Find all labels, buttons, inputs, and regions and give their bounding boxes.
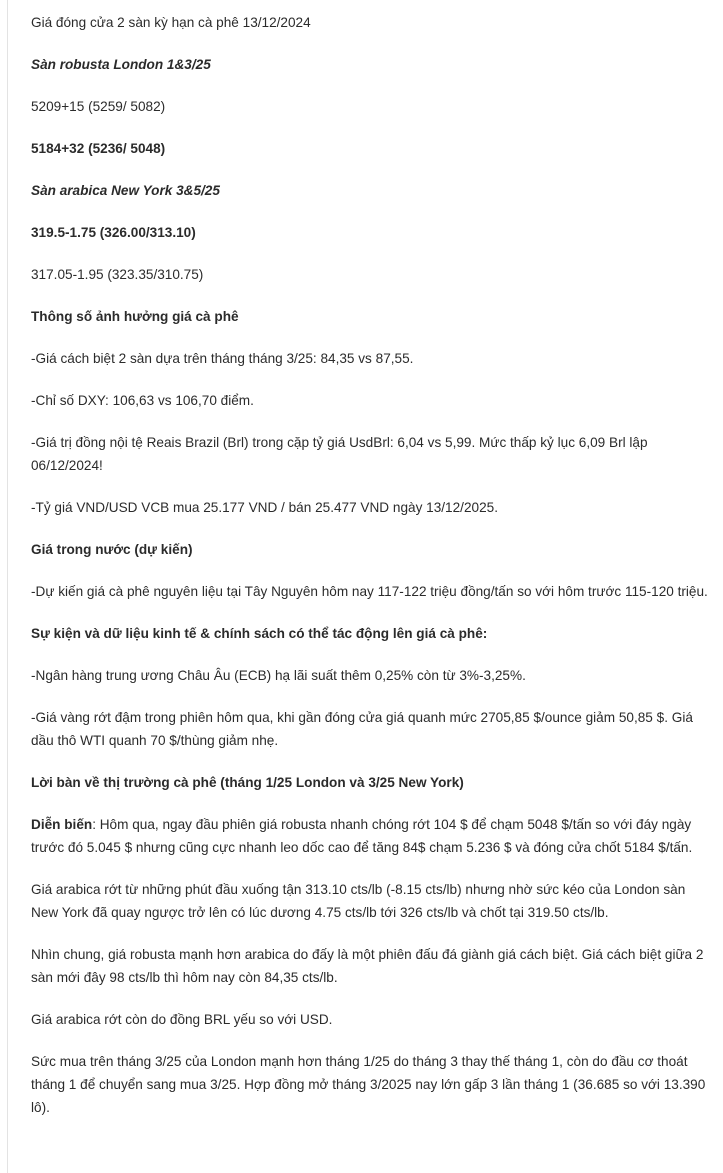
commentary-heading: Lời bàn về thị trường cà phê (tháng 1/25 London và 3/25 New York) <box>31 775 464 790</box>
domestic-item: -Dự kiến giá cà phê nguyên liệu tại Tây Nguyên hôm nay 117-122 triệu đồng/tấn so với hôm trước 115-120 triệu. <box>31 584 708 599</box>
robusta-price-line-2: 5184+32 (5236/ 5048) <box>31 141 166 156</box>
left-border-line <box>7 0 8 1173</box>
robusta-price-line-1: 5209+15 (5259/ 5082) <box>31 99 166 114</box>
dienbien-paragraph <box>31 813 711 859</box>
arabica-paragraph: Giá arabica rớt từ những phút đầu xuống tận 313.10 cts/lb (-8.15 cts/lb) nhưng nhờ sức kéo của London sàn New York đã quay ngược trở lên có lúc dương 4.75 cts/lb tới 326 cts/lb và chốt tại 319.50 cts/lb. <box>31 882 686 920</box>
factor-item: -Giá cách biệt 2 sàn dựa trên tháng tháng 3/25: 84,35 vs 87,55. <box>31 351 414 366</box>
brl-paragraph: Giá arabica rớt còn do đồng BRL yếu so với USD. <box>31 1012 333 1027</box>
domestic-heading: Giá trong nước (dự kiến) <box>31 542 193 557</box>
arabica-price-line-2: 317.05-1.95 (323.35/310.75) <box>31 267 204 282</box>
event-item: -Giá vàng rớt đậm trong phiên hôm qua, khi gần đóng cửa giá quanh mức 2705,85 $/ounce giảm 50,85 $. Giá dầu thô WTI quanh 70 $/thùng giảm nhẹ. <box>31 710 693 748</box>
factor-item: -Chỉ số DXY: 106,63 vs 106,70 điểm. <box>31 393 254 408</box>
events-heading: Sự kiện và dữ liệu kinh tế & chính sách có thể tác động lên giá cà phê: <box>31 626 488 641</box>
arabica-heading: Sàn arabica New York 3&5/25 <box>31 183 220 198</box>
article-body <box>31 11 711 1138</box>
intro-line: Giá đóng cửa 2 sàn kỳ hạn cà phê 13/12/2024 <box>31 15 311 30</box>
dienbien-label: Diễn biến <box>31 817 93 832</box>
overall-paragraph: Nhìn chung, giá robusta mạnh hơn arabica do đấy là một phiên đấu đá giành giá cách biệt. Giá cách biệt giữa 2 sàn mới đây 98 cts/lb thì hôm nay còn 84,35 cts/lb. <box>31 947 704 985</box>
factor-item: -Tỷ giá VND/USD VCB mua 25.177 VND / bán 25.477 VND ngày 13/12/2025. <box>31 500 498 515</box>
dienbien-text: : Hôm qua, ngay đầu phiên giá robusta nhanh chóng rớt 104 $ để chạm 5048 $/tấn so với đáy ngày trước đó 5.045 $ nhưng cũng cực nhanh leo dốc cao để tăng 84$ chạm 5.236 $ và đóng cửa chốt 5184 $/tấn. <box>31 817 693 855</box>
robusta-heading: Sàn robusta London 1&3/25 <box>31 57 211 72</box>
buying-paragraph: Sức mua trên tháng 3/25 của London mạnh hơn tháng 1/25 do tháng 3 thay thế tháng 1, còn do đầu cơ thoát tháng 1 để chuyển sang mua 3/25. Hợp đồng mở tháng 3/2025 nay lớn gấp 3 lần tháng 1 (36.685 so với 13.390 lô). <box>31 1054 706 1115</box>
arabica-price-line-1: 319.5-1.75 (326.00/313.10) <box>31 225 196 240</box>
event-item: -Ngân hàng trung ương Châu Âu (ECB) hạ lãi suất thêm 0,25% còn từ 3%-3,25%. <box>31 668 526 683</box>
factor-item: -Giá trị đồng nội tệ Reais Brazil (Brl) trong cặp tỷ giá UsdBrl: 6,04 vs 5,99. Mức thấp kỷ lục 6,09 Brl lập 06/12/2024! <box>31 435 648 473</box>
factors-heading: Thông số ảnh hưởng giá cà phê <box>31 309 239 324</box>
